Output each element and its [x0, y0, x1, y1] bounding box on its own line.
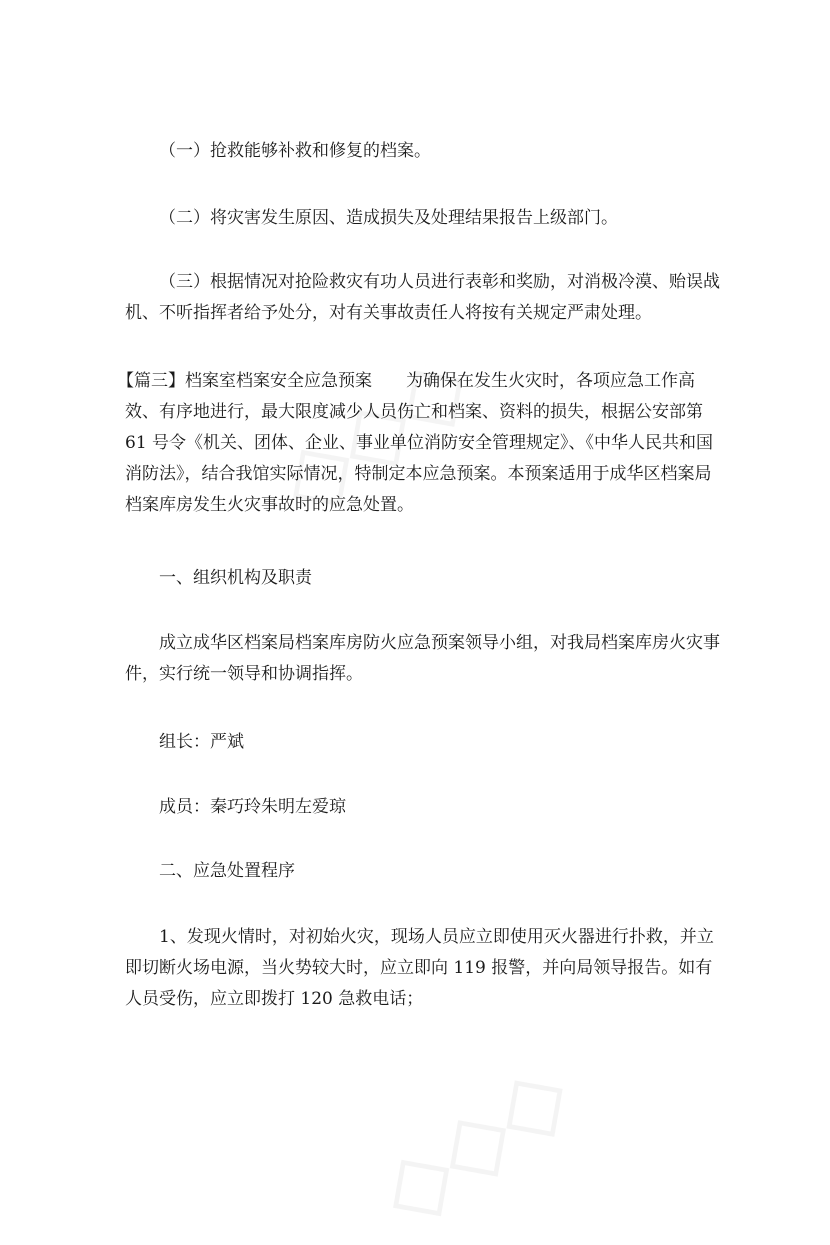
paragraph-rewards-punishment: [125, 267, 725, 329]
paragraph-leadership-group: [125, 628, 725, 690]
paragraph-line: 机、不听指挥者给予处分，对有关事故责任人将按有关规定严肃处理。: [125, 303, 652, 323]
paragraph-text: （一）抢救能够补救和修复的档案。: [159, 141, 431, 161]
paragraph-line: 人员受伤，应立即拨打 120 急救电话；: [125, 989, 424, 1009]
section-heading-procedure: [125, 856, 759, 887]
paragraph-report-disaster: [125, 203, 759, 234]
section-heading-organization: [125, 563, 759, 594]
paragraph-line: 消防法》，结合我馆实际情况，特制定本应急预案。本预案适用于成华区档案局: [125, 464, 712, 484]
paragraph-line: 效、有序地进行，最大限度减少人员伤亡和档案、资料的损失，根据公安部第: [125, 402, 703, 422]
paragraph-fire-response: [125, 922, 725, 1015]
paragraph-line: 件，实行统一领导和协调指挥。: [125, 664, 363, 684]
group-members: [125, 792, 759, 823]
paragraph-text: （二）将灾害发生原因、造成损失及处理结果报告上级部门。: [159, 208, 618, 228]
paragraph-line: （三）根据情况对抢险救灾有功人员进行表彰和奖励，对消极冷漠、贻误战: [159, 272, 720, 292]
paragraph-line: 【篇三】档案室档案安全应急预案 为确保在发生火灾时，各项应急工作高: [117, 371, 695, 391]
paragraph-plan-intro: [117, 366, 725, 521]
watermark-mark: [359, 1040, 589, 1245]
paragraph-line: 成立成华区档案局档案库房防火应急预案领导小组，对我局档案库房火灾事: [159, 633, 720, 653]
paragraph-rescue-archives: [125, 136, 759, 167]
paragraph-line: 61 号令《机关、团体、企业、事业单位消防安全管理规定》、《中华人民共和国: [125, 433, 714, 453]
paragraph-line: 1、发现火情时，对初始火灾，现场人员应立即使用灭火器进行扑救，并立: [159, 927, 714, 947]
paragraph-line: 档案库房发生火灾事故时的应急处置。: [125, 495, 414, 515]
members-text: 成员：秦巧玲朱明左爱琼: [159, 797, 346, 817]
group-leader: [125, 727, 759, 758]
heading-text: 一、组织机构及职责: [159, 568, 312, 588]
heading-text: 二、应急处置程序: [159, 861, 295, 881]
paragraph-line: 即切断火场电源，当火势较大时，应立即向 119 报警，并向局领导报告。如有: [125, 958, 713, 978]
leader-text: 组长：严斌: [159, 732, 244, 752]
